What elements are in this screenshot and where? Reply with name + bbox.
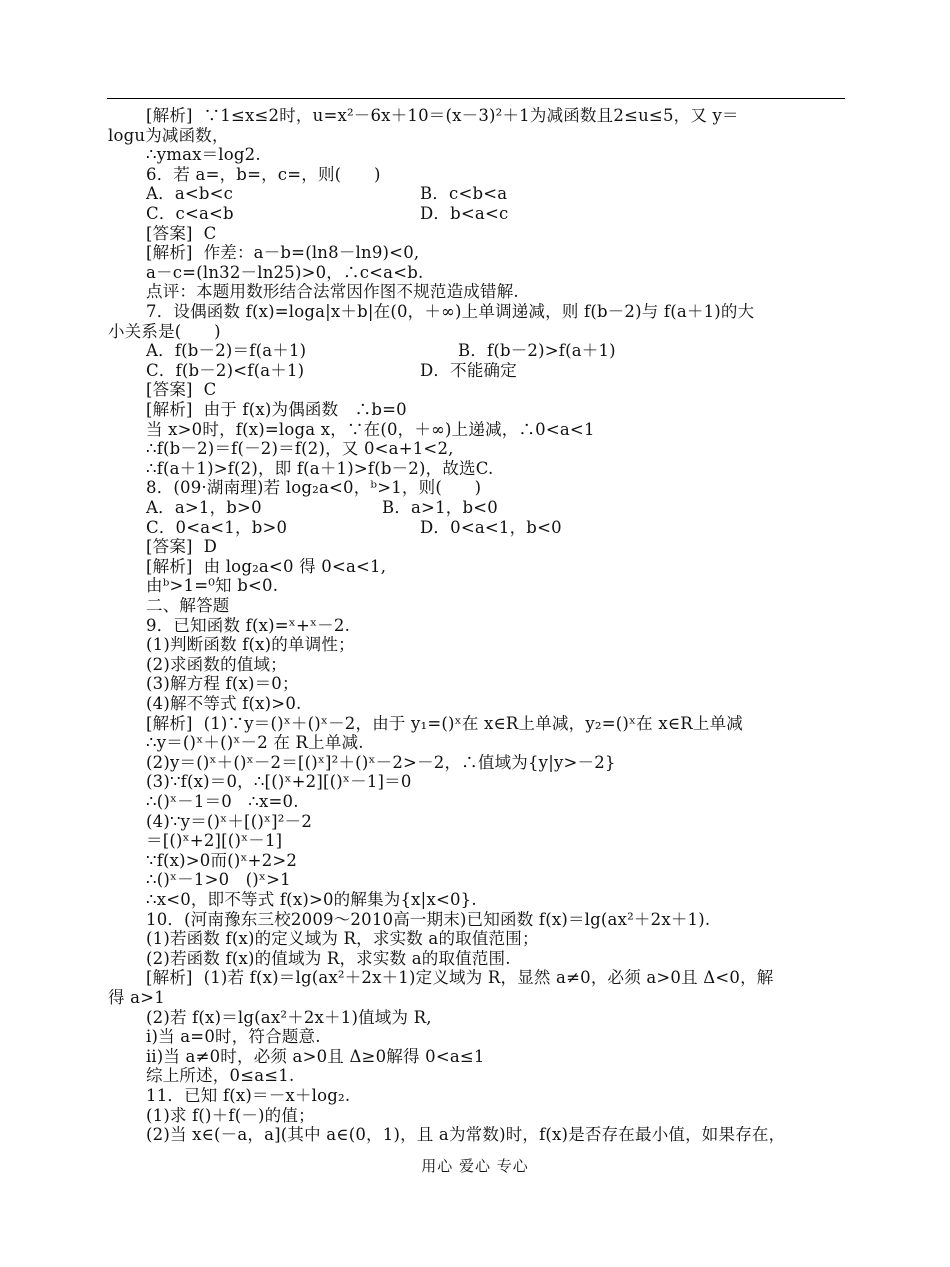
text-line — [146, 1066, 294, 1086]
line-text: ⅰ)当 a=0时，符合题意. — [146, 1027, 321, 1047]
line-text: (2)y＝()ˣ＋()ˣ－2＝[()ˣ]²＋()ˣ－2>－2，∴值域为{y|y>－2} — [146, 752, 616, 772]
line-text: (3)∵f(x)＝0，∴[()ˣ+2][()ˣ－1]＝0 — [146, 772, 412, 792]
option-second-column: D．b<a<c — [420, 204, 509, 223]
text-line — [146, 204, 509, 224]
line-text: (2)若 f(x)＝lg(ax²＋2x＋1)值域为 R, — [146, 1007, 432, 1027]
page-footer: 用心 爱心 专心 — [421, 1157, 529, 1175]
option-second-column: B．a>1，b<0 — [382, 498, 498, 517]
line-text: C．0<a<1，b>0 — [146, 517, 288, 537]
text-line — [146, 165, 381, 185]
line-text: ∴y＝()ˣ＋()ˣ－2 在 R上单减. — [146, 733, 364, 753]
line-text: 二、解答题 — [146, 596, 230, 615]
text-line — [146, 792, 299, 812]
text-line — [146, 1027, 321, 1047]
text-line — [146, 243, 419, 263]
line-text: [解析] 由 log₂a<0 得 0<a<1, — [146, 556, 387, 576]
text-line — [146, 694, 301, 714]
text-line — [146, 733, 364, 753]
line-text: ∴f(b－2)＝f(－2)＝f(2)，又 0<a+1<2, — [146, 439, 454, 459]
text-line — [146, 596, 230, 616]
text-line — [146, 890, 477, 910]
text-line — [146, 282, 519, 302]
text-line — [146, 400, 407, 420]
text-line — [146, 498, 498, 518]
line-text: 7．设偶函数 f(x)=loga|x＋b|在(0，＋∞)上单调递减，则 f(b－2)与 f(a＋1)的大 — [146, 302, 755, 321]
text-line — [146, 380, 216, 400]
text-line — [146, 831, 282, 851]
line-text: A．a>1，b>0 — [146, 498, 262, 517]
line-text: ∴ymax＝log2. — [146, 145, 261, 165]
line-text: [解析] 由于 f(x)为偶函数 ∴b=0 — [146, 400, 407, 419]
line-text: C．c<a<b — [146, 204, 234, 223]
text-line — [146, 714, 743, 734]
line-text: 6．若 a=，b=，c=，则( ) — [146, 164, 381, 184]
text-line — [108, 988, 165, 1008]
line-text: (2)求函数的值域； — [146, 654, 287, 674]
line-text: [解析] (1)∵y＝()ˣ＋()ˣ－2，由于 y₁=()ˣ在 x∈R上单减，y₂=()ˣ在 x∈R上单减 — [146, 713, 743, 733]
line-text: 小关系是( ) — [108, 321, 221, 341]
text-line — [146, 1086, 350, 1106]
text-line — [146, 674, 299, 694]
text-line — [146, 420, 595, 440]
text-line — [146, 224, 216, 244]
line-text: 得 a>1 — [108, 988, 165, 1007]
option-second-column: B．f(b－2)>f(a＋1) — [458, 341, 616, 361]
option-second-column: D．不能确定 — [420, 360, 517, 380]
text-line — [146, 459, 493, 479]
text-line — [146, 263, 423, 283]
line-text: A．a<b<c — [146, 184, 234, 204]
line-text: (1)判断函数 f(x)的单调性； — [146, 635, 355, 655]
line-text: C．f(b－2)<f(a＋1) — [146, 360, 305, 380]
text-line — [146, 929, 539, 949]
text-line — [146, 576, 278, 596]
text-line — [146, 1125, 785, 1145]
text-line — [146, 1047, 485, 1067]
line-text: (4)解不等式 f(x)>0. — [146, 694, 302, 713]
text-line — [146, 753, 616, 773]
line-text: 当 x>0时，f(x)=loga x，∵在(0，＋∞)上递减，∴0<a<1 — [146, 419, 595, 439]
line-text: [解析] (1)若 f(x)＝lg(ax²＋2x＋1)定义域为 R，显然 a≠0，必须 a>0且 Δ<0，解 — [146, 968, 774, 988]
line-text: ∴x<0，即不等式 f(x)>0的解集为{x|x<0}. — [146, 890, 477, 909]
text-line — [146, 851, 297, 871]
line-text: 11．已知 f(x)＝－x＋log₂. — [146, 1086, 351, 1105]
line-text: (4)∵y＝()ˣ＋[()ˣ]²－2 — [146, 811, 313, 831]
line-text: [答案] C — [146, 380, 217, 400]
line-text: (2)若函数 f(x)的值域为 R，求实数 a的取值范围. — [146, 948, 511, 968]
text-line — [146, 341, 616, 361]
text-line — [146, 812, 312, 832]
line-text: (1)求 f()＋f(－)的值； — [146, 1105, 315, 1125]
text-line — [146, 439, 454, 459]
text-line — [146, 360, 517, 381]
text-line — [146, 302, 754, 322]
line-text: [解析] 作差：a－b=(ln8－ln9)<0, — [146, 243, 420, 263]
text-line — [146, 537, 217, 557]
text-line — [146, 1008, 432, 1028]
text-line — [146, 772, 412, 792]
text-line — [146, 145, 261, 165]
line-text: ⅱ)当 a≠0时，必须 a>0且 Δ≥0解得 0<a≤1 — [146, 1046, 485, 1066]
line-text: ∵f(x)>0而()ˣ+2>2 — [146, 850, 298, 870]
line-text: a－c=(ln32－ln25)>0，∴c<a<b. — [146, 262, 424, 282]
text-line — [146, 517, 562, 538]
text-line — [146, 949, 511, 969]
text-line — [146, 616, 350, 636]
line-text: ＝[()ˣ+2][()ˣ－1] — [146, 831, 283, 851]
line-text: ∴()ˣ－1＝0 ∴x=0. — [146, 792, 299, 811]
text-line — [146, 968, 774, 988]
line-text: [答案] C — [146, 223, 217, 243]
line-text: ∴f(a＋1)>f(2)，即 f(a＋1)>f(b－2)，故选C. — [146, 458, 494, 478]
option-second-column: D．0<a<1，b<0 — [420, 517, 562, 537]
line-text: 8．(09·湖南理)若 log₂a<0，ᵇ>1，则( ) — [146, 478, 482, 498]
line-text: ∴()ˣ－1>0 ()ˣ>1 — [146, 870, 291, 890]
text-line — [108, 322, 221, 342]
line-text: 9．已知函数 f(x)=ˣ+ˣ－2. — [146, 615, 351, 635]
text-line — [146, 870, 291, 890]
text-line — [146, 1106, 315, 1126]
text-line — [146, 106, 739, 126]
text-line — [146, 478, 481, 498]
line-text: 10．(河南豫东三校2009～2010高一期末)已知函数 f(x)＝lg(ax²＋2x＋1). — [146, 909, 711, 929]
option-second-column: B．c<b<a — [420, 184, 508, 204]
line-text: 点评：本题用数形结合法常因作图不规范造成错解. — [146, 282, 519, 302]
text-line — [146, 910, 710, 930]
line-text: (1)若函数 f(x)的定义域为 R，求实数 a的取值范围； — [146, 929, 539, 949]
header-rule — [107, 98, 845, 99]
text-line — [146, 557, 386, 577]
line-text: logu为减函数， — [108, 125, 229, 145]
line-text: 由ᵇ>1=⁰知 b<0. — [146, 576, 279, 596]
line-text: [解析] ∵1≤x≤2时，u=x²－6x＋10＝(x－3)²＋1为减函数且2≤u≤5，又 y＝ — [146, 106, 739, 125]
line-text: (2)当 x∈(－a，a](其中 a∈(0，1)，且 a为常数)时，f(x)是否存在最小值，如果存在， — [146, 1125, 786, 1145]
text-line — [146, 184, 508, 204]
line-text: A．f(b－2)＝f(a＋1) — [146, 341, 307, 361]
text-line — [146, 635, 355, 655]
line-text: (3)解方程 f(x)＝0； — [146, 674, 299, 694]
line-text: 综上所述，0≤a≤1. — [146, 1066, 295, 1086]
text-line — [108, 126, 229, 146]
text-line — [146, 655, 287, 675]
line-text: [答案] D — [146, 537, 217, 557]
